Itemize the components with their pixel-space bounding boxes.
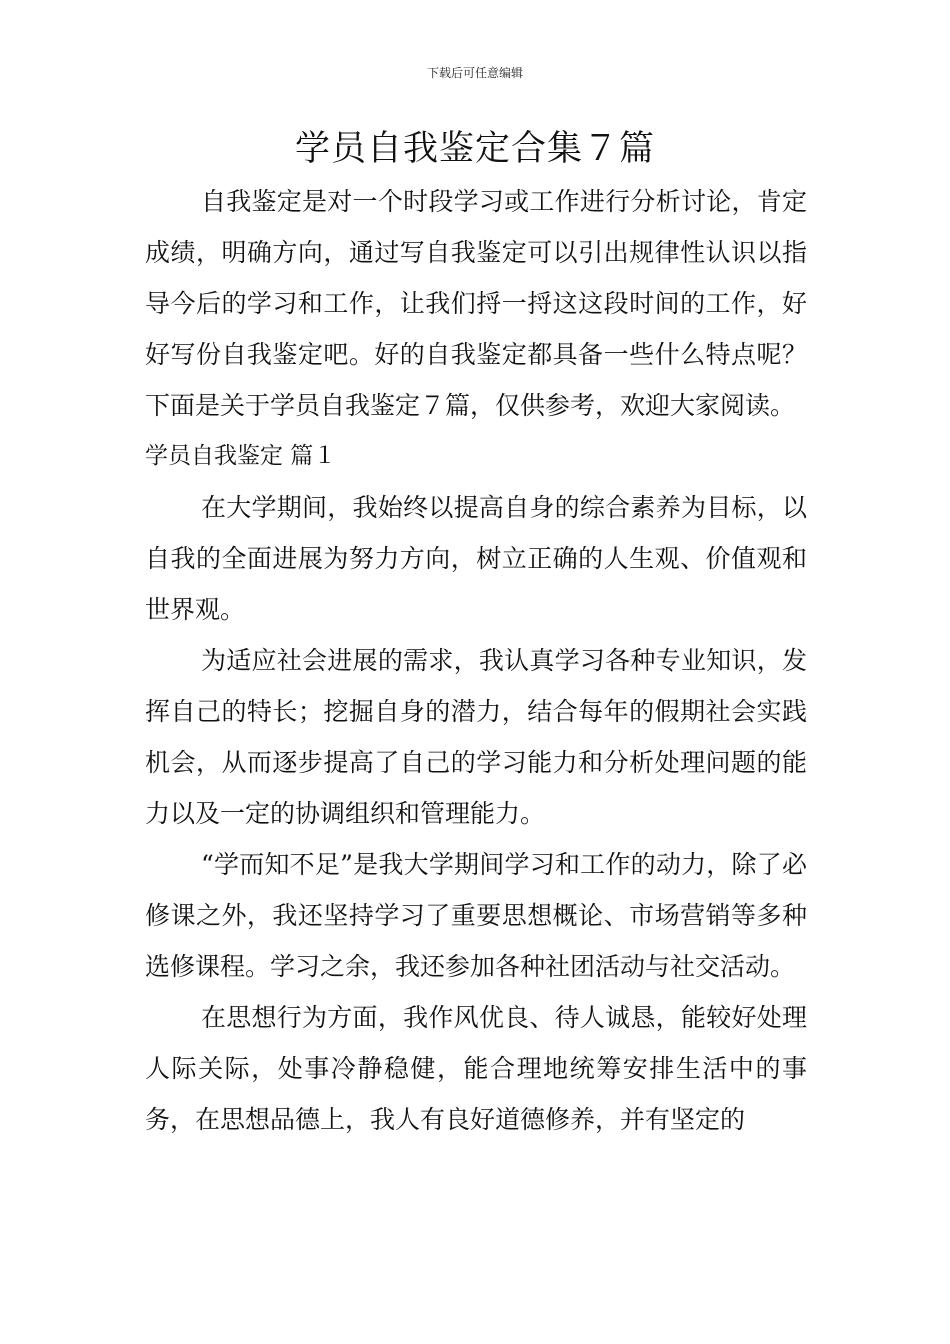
body-paragraph: 在大学期间，我始终以提高自身的综合素养为目标，以自我的全面进展为努力方向，树立正确的人生观、价值观和世界观。 (145, 493, 807, 624)
body-paragraph: “学而知不足”是我大学期间学习和工作的动力，除了必修课之外，我还坚持学习了重要思想概论、市场营销等多种选修课程。学习之余，我还参加各种社团活动与社交活动。 (145, 850, 807, 981)
intro-paragraph: 自我鉴定是对一个时段学习或工作进行分析讨论，肯定成绩，明确方向，通过写自我鉴定可以引出规律性认识以指导今后的学习和工作，让我们捋一捋这这段时间的工作，好好写份自我鉴定吧。好的自我鉴定都具备一些什么特点呢？下面是关于学员自我鉴定７篇，仅供参考，欢迎大家阅读。 (145, 187, 807, 420)
body-paragraph: 为适应社会进展的需求，我认真学习各种专业知识，发挥自己的特长；挖掘自身的潜力，结合每年的假期社会实践机会，从而逐步提高了自己的学习能力和分析处理问题的能力以及一定的协调组织和管理能力。 (145, 646, 807, 828)
document-body (145, 176, 807, 1145)
document-title: 学员自我鉴定合集７篇 (294, 129, 655, 169)
body-paragraph: 在思想行为方面，我作风优良、待人诚恳，能较好处理人际关际，处事冷静稳健，能合理地统筹安排生活中的事务，在思想品德上，我人有良好道德修养，并有坚定的 (145, 1003, 807, 1134)
header-note: 下载后可任意编辑 (426, 66, 523, 80)
section-heading: 学员自我鉴定 篇１ (145, 443, 337, 469)
